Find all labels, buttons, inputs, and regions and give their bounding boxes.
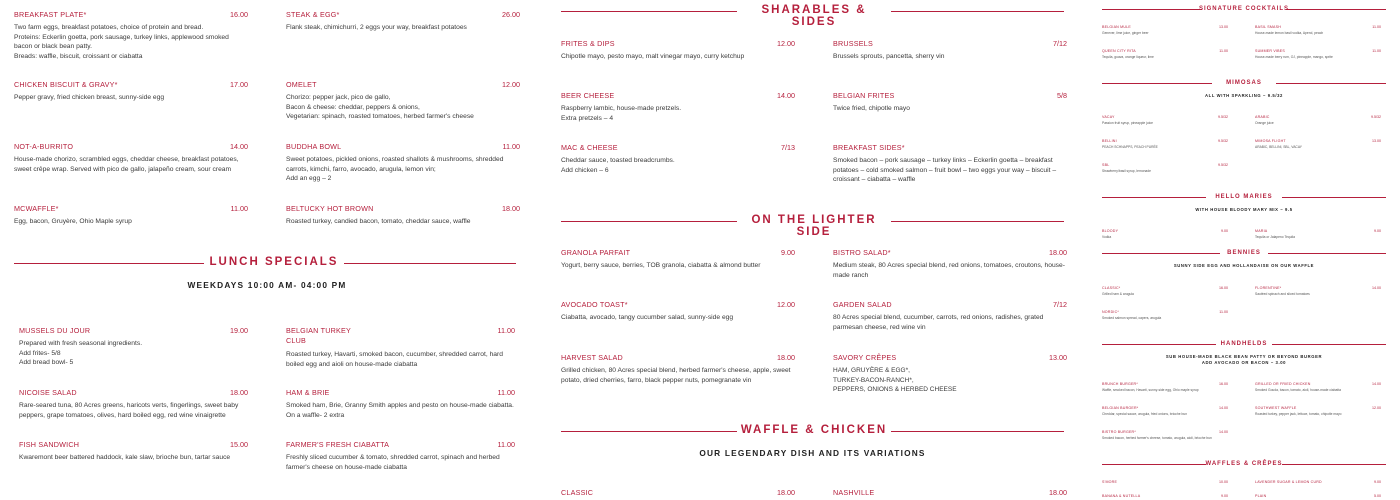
- item-name: STEAK & EGG*: [286, 10, 340, 19]
- menu-item: [14, 10, 248, 61]
- item-name: HARVEST SALAD: [561, 353, 623, 362]
- item-price: 9.00: [1374, 480, 1381, 484]
- menu-item: [561, 39, 795, 62]
- section-title: ON THE LIGHTER SIDE: [751, 214, 877, 238]
- menu-item: [833, 353, 1067, 395]
- section-title: SHARABLES & SIDES: [761, 4, 867, 28]
- item-desc: Two farm eggs, breakfast potatoes, choice of protein and bread. Proteins: Eckerlin goetta, pork sausage, turkey links, applewood smoked bacon or black bean patty. Breads: waffle, biscuit, croissant or ciabatta: [14, 24, 229, 60]
- item-price: 9.5/32: [1371, 115, 1381, 119]
- item-desc: Orange juice: [1255, 121, 1274, 125]
- item-desc: Brussels sprouts, pancetta, sherry vin: [833, 53, 945, 60]
- item-name: MIMOSA FLIGHT: [1255, 139, 1286, 143]
- item-name: BLOODY: [1102, 229, 1119, 233]
- item-price: 5.00: [1374, 494, 1381, 498]
- menu-item: [19, 440, 248, 463]
- item-name: BELGIAN BURGER*: [1102, 406, 1139, 410]
- menu-item: [561, 143, 795, 175]
- item-price: 16.00: [230, 10, 248, 19]
- item-price: 18.00: [230, 388, 248, 397]
- menu-item: [1255, 115, 1381, 125]
- section-subtitle: WITH HOUSE BLOODY MARY MIX – 9.5: [1195, 207, 1293, 212]
- menu-item: [14, 142, 248, 174]
- item-name: CLASSIC: [561, 488, 594, 497]
- section-title: BENNIES: [1227, 250, 1261, 256]
- menu-item: [1255, 494, 1381, 498]
- item-desc: PEACH SCHNAPPS, PEACH PURÉE: [1102, 145, 1158, 149]
- item-desc: Grilled ham & arugula: [1102, 292, 1134, 296]
- item-name: SBL: [1102, 163, 1110, 167]
- item-desc: Cheddar, special sauce, arugula, fried onions, brioche bun: [1102, 412, 1188, 416]
- item-name: SAVORY CRÊPES: [833, 353, 897, 362]
- item-name: CLASSIC*: [1102, 286, 1121, 290]
- item-name: FISH SANDWICH: [19, 440, 80, 449]
- item-price: 18.00: [777, 353, 795, 362]
- menu-item: [1102, 382, 1228, 392]
- item-name: MARIA: [1255, 229, 1268, 233]
- menu-item: [1255, 480, 1381, 484]
- item-desc: Pepper gravy, fried chicken breast, sunny-side egg: [14, 94, 165, 101]
- item-price: 5/8: [1057, 91, 1067, 100]
- item-desc: HAM, GRUYÈRE & EGG*, TURKEY-BACON-RANCH*, PEPPERS, ONIONS & HERBED CHEESE: [833, 367, 957, 393]
- item-name: BREAKFAST SIDES*: [833, 143, 905, 152]
- item-desc: Vodka: [1102, 235, 1112, 239]
- item-name: SOUTHWEST WAFFLE: [1255, 406, 1297, 410]
- menu-item: [833, 39, 1067, 62]
- item-desc: Smoked bacon – pork sausage – turkey links – Eckerlin goetta – breakfast potatoes – cold smoked salmon – fruit bowl – two eggs your way – biscuit – croissant – ciabatta – waffle: [833, 157, 1057, 183]
- item-name: PLAIN: [1255, 494, 1267, 498]
- item-name: MAC & CHEESE: [561, 143, 618, 152]
- divider-line: [891, 11, 1064, 12]
- item-desc: Tequila, guava, orange liqueur, lime: [1102, 55, 1154, 59]
- divider-line: [891, 431, 1064, 432]
- item-price: 18.00: [777, 488, 795, 497]
- item-desc: ARABIC, BELLINI, SBL, VACAY: [1255, 145, 1302, 149]
- item-price: 9.00: [1221, 494, 1228, 498]
- item-price: 14.00: [1372, 382, 1381, 386]
- menu-item: [1102, 163, 1228, 173]
- menu-item: [1102, 49, 1228, 59]
- menu-item: [561, 248, 795, 271]
- divider-line: [14, 263, 204, 264]
- divider-line: [561, 221, 737, 222]
- item-desc: 80 Acres special blend, cucumber, carrots, red onions, radishes, grated parmesan cheese, red wine vin: [833, 314, 1044, 331]
- item-price: 13.00: [1219, 25, 1228, 29]
- menu-item: [1102, 310, 1228, 320]
- menu-item: [561, 300, 795, 323]
- menu-item: [286, 204, 520, 227]
- item-desc: Sweet potatoes, pickled onions, roasted shallots & mushrooms, shredded carrots, kimchi, farro, avocado, arugula, lemon vin; Add an egg – 2: [286, 156, 504, 182]
- item-price: 13.00: [1372, 139, 1381, 143]
- item-name: BELTUCKY HOT BROWN: [286, 204, 374, 213]
- item-price: 16.00: [1219, 286, 1228, 290]
- item-price: 14.00: [1372, 286, 1381, 290]
- item-price: 11.00: [1219, 310, 1228, 314]
- item-price: 19.00: [230, 326, 248, 335]
- divider-line: [561, 431, 737, 432]
- menu-item: [286, 10, 520, 33]
- item-price: 14.00: [1219, 406, 1228, 410]
- menu-item: [286, 80, 520, 122]
- menu-item: [561, 488, 795, 497]
- item-price: 9.00: [1221, 229, 1228, 233]
- item-price: 18.00: [502, 204, 520, 213]
- item-price: 9.00: [781, 248, 795, 257]
- item-desc: Grilled chicken, 80 Acres special blend, herbed farmer's cheese, apple, sweet potato, dried cherries, farro, black pepper nuts, pomegranate vin: [561, 367, 791, 384]
- item-desc: Prepared with fresh seasonal ingredients. Add frites- 5/8 Add bread bowl- 5: [19, 340, 143, 366]
- item-price: 12.00: [777, 300, 795, 309]
- menu-item: [833, 248, 1067, 280]
- item-desc: Medium steak, 80 Acres special blend, red onions, tomatoes, croutons, house-made ranch: [833, 262, 1065, 279]
- item-name: NOT-A-BURRITO: [14, 142, 74, 151]
- item-name: BREAKFAST PLATE*: [14, 10, 87, 19]
- section-title: HANDHELDS: [1220, 341, 1268, 347]
- item-price: 11.00: [497, 388, 515, 397]
- menu-item: [1102, 115, 1228, 125]
- item-name: BEER CHEESE: [561, 91, 615, 100]
- divider-line: [561, 11, 737, 12]
- menu-item: [19, 388, 248, 420]
- section-subtitle: SUNNY SIDE EGG AND HOLLANDAISE ON OUR WAFFLE: [1173, 263, 1315, 268]
- item-name: NICOISE SALAD: [19, 388, 77, 397]
- menu-item: [561, 353, 795, 385]
- menu-item: [14, 204, 248, 227]
- item-name: MCWAFFLE*: [14, 204, 59, 213]
- item-price: 16.00: [1219, 382, 1228, 386]
- section-title: WAFFLE & CHICKEN: [740, 424, 888, 436]
- item-name: BELGIAN MULE: [1102, 25, 1131, 29]
- divider-line: [344, 263, 516, 264]
- item-desc: Chipotle mayo, pesto mayo, malt vinegar mayo, curry ketchup: [561, 53, 745, 60]
- item-desc: Passion fruit syrup, pineapple juice: [1102, 121, 1153, 125]
- item-desc: Tequila or Jalapeno Tequila: [1255, 235, 1295, 239]
- item-desc: House-made chorizo, scrambled eggs, cheddar cheese, breakfast potatoes, sweet crêpe wrap. Served with pico de gallo, jalapeño cream, sour cream: [14, 156, 239, 173]
- item-name: BRUSSELS: [833, 39, 873, 48]
- item-price: 14.00: [1219, 430, 1228, 434]
- item-price: 11.00: [502, 142, 520, 151]
- item-name: CHICKEN BISCUIT & GRAVY*: [14, 80, 118, 89]
- item-price: 11.00: [1219, 49, 1228, 53]
- menu-item: [286, 440, 515, 472]
- item-name: SUMMER VIBES: [1255, 49, 1285, 53]
- menu-item: [286, 326, 515, 369]
- item-name: NASHVILLE: [833, 488, 875, 497]
- menu-item: [1102, 25, 1228, 35]
- item-price: 12.00: [1372, 406, 1381, 410]
- menu-item: [1255, 286, 1381, 296]
- item-desc: Roasted turkey, pepper jack, lettuce, tomato, chipotle mayo: [1255, 412, 1342, 416]
- item-desc: Roasted turkey, candied bacon, tomato, cheddar sauce, waffle: [286, 218, 471, 225]
- section-title: WAFFLES & CRÊPES: [1205, 461, 1283, 467]
- menu-item: [561, 91, 795, 123]
- menu-item: [1102, 139, 1228, 149]
- item-desc: Kwaremont beer battered haddock, kale slaw, brioche bun, tartar sauce: [19, 454, 231, 461]
- item-name: BISTRO SALAD*: [833, 248, 891, 257]
- item-name: MUSSELS DU JOUR: [19, 326, 91, 335]
- item-price: 13.00: [1049, 353, 1067, 362]
- menu-item: [1102, 286, 1228, 296]
- section-title: LUNCH SPECIALS: [209, 256, 339, 268]
- item-name: OMELET: [286, 80, 317, 89]
- menu-item: [1255, 406, 1381, 416]
- item-desc: Smoked ham, Brie, Granny Smith apples and pesto on house-made ciabatta. On a waffle- 2 extra: [286, 402, 514, 419]
- item-name: GRILLED OR FRIED CHICKEN: [1255, 382, 1311, 386]
- item-name: BELLINI: [1102, 139, 1117, 143]
- menu-item: [1255, 139, 1381, 149]
- item-desc: Cheddar sauce, toasted breadcrumbs. Add chicken – 6: [561, 157, 675, 174]
- item-price: 15.00: [230, 440, 248, 449]
- item-desc: Smoked Gouda, bacon, tomato, aioli, house-made ciabatta: [1255, 388, 1341, 392]
- item-price: 9.5/32: [1218, 139, 1228, 143]
- item-desc: Rare-seared tuna, 80 Acres greens, haricots verts, fingerlings, sweet baby peppers, grape tomatoes, olives, hard boiled egg, red wine vinaigrette: [19, 402, 239, 419]
- menu-item: [833, 143, 1067, 185]
- item-desc: Twice fried, chipotle mayo: [833, 105, 910, 112]
- item-name: S'MORE: [1102, 480, 1118, 484]
- menu-item: [286, 142, 520, 184]
- menu-item: [19, 326, 248, 368]
- menu-item: [286, 388, 515, 420]
- menu-item: [1102, 430, 1228, 440]
- item-price: 17.00: [230, 80, 248, 89]
- menu-item: [1102, 406, 1228, 416]
- item-desc: House-made lemon basil vodka, Aperol, peach: [1255, 31, 1324, 35]
- item-price: 12.00: [777, 39, 795, 48]
- item-price: 9.5/32: [1218, 115, 1228, 119]
- section-title: MIMOSAS: [1226, 80, 1262, 86]
- item-name: NORDIC*: [1102, 310, 1119, 314]
- menu-item: [1255, 25, 1381, 35]
- menu-item: [1255, 49, 1381, 59]
- item-price: 9.00: [1374, 229, 1381, 233]
- item-price: 14.00: [777, 91, 795, 100]
- menu-item: [1102, 229, 1228, 239]
- item-price: 18.00: [1049, 248, 1067, 257]
- item-price: 11.00: [497, 440, 515, 449]
- item-name: BANANA & NUTELLA: [1102, 494, 1141, 498]
- item-price: 26.00: [502, 10, 520, 19]
- item-price: 10.00: [1219, 480, 1228, 484]
- item-desc: Genever, lime juice, ginger beer: [1102, 31, 1149, 35]
- item-price: 11.00: [497, 326, 515, 335]
- section-title: SIGNATURE COCKTAILS: [1198, 6, 1290, 12]
- menu-item: [833, 300, 1067, 332]
- section-subtitle: OUR LEGENDARY DISH AND ITS VARIATIONS: [699, 448, 926, 458]
- item-name: FLORENTINE*: [1255, 286, 1282, 290]
- item-price: 9.5/32: [1218, 163, 1228, 167]
- menu-item: [833, 488, 1067, 497]
- item-price: 11.00: [1372, 25, 1381, 29]
- item-desc: Flank steak, chimichurri, 2 eggs your way, breakfast potatoes: [286, 24, 467, 31]
- section-subtitle: ALL WITH SPARKLING – 9.5/32: [1205, 93, 1283, 98]
- menu-item: [1102, 480, 1228, 484]
- item-name: GARDEN SALAD: [833, 300, 892, 309]
- item-price: 18.00: [1049, 488, 1067, 497]
- item-price: 12.00: [502, 80, 520, 89]
- item-name: BASIL SMASH: [1255, 25, 1282, 29]
- menu-item: [1255, 229, 1381, 239]
- item-name: BUDDHA BOWL: [286, 142, 342, 151]
- item-price: 7/12: [1053, 39, 1067, 48]
- divider-line: [891, 221, 1064, 222]
- item-name: GRANOLA PARFAIT: [561, 248, 631, 257]
- item-name: BRUNCH BURGER*: [1102, 382, 1138, 386]
- item-desc: Sautéed spinach and sliced tomatoes: [1255, 292, 1310, 296]
- item-price: 11.00: [230, 204, 248, 213]
- item-name: ARABIC: [1255, 115, 1270, 119]
- menu-item: [833, 91, 1067, 114]
- item-name: BELGIAN TURKEY CLUB: [286, 326, 351, 345]
- item-desc: Strawberry/basil syrup, lemonade: [1102, 169, 1151, 173]
- section-subtitle: SUB HOUSE-MADE BLACK BEAN PATTY OR BEYOND BURGER ADD AVOCADO OR BACON – 3.00: [1165, 354, 1323, 365]
- item-name: VACAY: [1102, 115, 1115, 119]
- item-desc: Egg, bacon, Gruyère, Ohio Maple syrup: [14, 218, 132, 225]
- item-desc: Ciabatta, avocado, tangy cucumber salad, sunny-side egg: [561, 314, 734, 321]
- menu-item: [1102, 494, 1228, 498]
- item-name: HAM & BRIE: [286, 388, 330, 397]
- item-desc: Smoked bacon, herbed farmer's cheese, tomato, arugula, aioli, brioche bun: [1102, 436, 1212, 440]
- item-name: QUEEN CITY RITA: [1102, 49, 1136, 53]
- item-name: BISTRO BURGER*: [1102, 430, 1136, 434]
- item-desc: Chorizo: pepper jack, pico de gallo, Bacon & cheese: cheddar, peppers & onions, Vegetarian: spinach, roasted tomatoes, herbed farmer's cheese: [286, 94, 474, 120]
- item-desc: Raspberry lambic, house-made pretzels. Extra pretzels – 4: [561, 105, 682, 122]
- item-desc: Roasted turkey, Havarti, smoked bacon, cucumber, shredded carrot, hard boiled egg and aioli on house-made ciabatta: [286, 351, 503, 368]
- item-name: BELGIAN FRITES: [833, 91, 895, 100]
- section-title: HELLO MARIES: [1215, 194, 1273, 200]
- item-desc: Yogurt, berry sauce, berries, TOB granola, ciabatta & almond butter: [561, 262, 761, 269]
- item-desc: Freshly sliced cucumber & tomato, shredded carrot, spinach and herbed farmer's cheese on house-made ciabatta: [286, 454, 500, 471]
- item-desc: House-made berry rum, OJ, pineapple, mango, sprite: [1255, 55, 1333, 59]
- item-name: FRITES & DIPS: [561, 39, 615, 48]
- menu-item: [1255, 382, 1381, 392]
- section-subtitle: WEEKDAYS 10:00 AM- 04:00 PM: [187, 280, 347, 290]
- item-price: 7/12: [1053, 300, 1067, 309]
- item-price: 14.00: [230, 142, 248, 151]
- item-name: FARMER'S FRESH CIABATTA: [286, 440, 390, 449]
- item-name: AVOCADO TOAST*: [561, 300, 628, 309]
- item-desc: Waffle, smoked bacon, Havarti, sunny-side egg, Ohio maple syrup: [1102, 388, 1199, 392]
- item-desc: Smoked salmon spread, capers, arugula: [1102, 316, 1162, 320]
- menu-item: [14, 80, 248, 103]
- item-name: LAVENDER SUGAR & LEMON CURD: [1255, 480, 1322, 484]
- item-price: 7/13: [781, 143, 795, 152]
- item-price: 11.00: [1372, 49, 1381, 53]
